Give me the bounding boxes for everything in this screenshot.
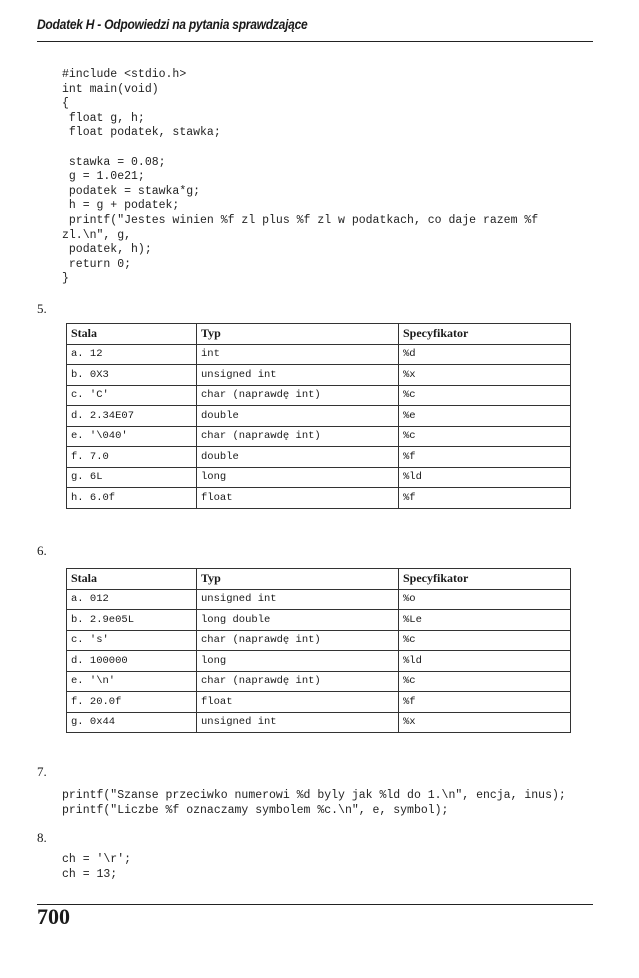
- cell-constant: f. 7.0: [67, 447, 197, 468]
- table-row: [67, 712, 571, 733]
- table-row: [67, 651, 571, 672]
- code-block-question-7: printf("Szanse przeciwko numerowi %d byly jak %ld do 1.\n", encja, inus); printf("Liczbe %f oznaczamy symbolem %c.\n", e, symbol);: [62, 789, 566, 817]
- cell-specifier: %c: [399, 630, 571, 651]
- table-row: [67, 589, 571, 610]
- cell-specifier: %x: [399, 365, 571, 386]
- question-number-6: 6.: [37, 543, 47, 558]
- cell-specifier: %c: [399, 426, 571, 447]
- cell-type: int: [197, 344, 399, 365]
- cell-type: char (naprawdę int): [197, 385, 399, 406]
- table-row: [67, 344, 571, 365]
- code-block-question-8: ch = '\r'; ch = 13;: [62, 853, 132, 881]
- column-header-stala: Stala: [67, 324, 197, 345]
- cell-constant: c. 'C': [67, 385, 197, 406]
- cell-specifier: %f: [399, 488, 571, 509]
- cell-constant: d. 2.34E07: [67, 406, 197, 427]
- cell-type: unsigned int: [197, 589, 399, 610]
- cell-type: long: [197, 651, 399, 672]
- cell-type: double: [197, 447, 399, 468]
- cell-type: char (naprawdę int): [197, 630, 399, 651]
- cell-constant: g. 6L: [67, 467, 197, 488]
- cell-specifier: %d: [399, 344, 571, 365]
- cell-type: char (naprawdę int): [197, 426, 399, 447]
- table-row: [67, 385, 571, 406]
- table-question-6: [66, 568, 571, 733]
- cell-specifier: %x: [399, 712, 571, 733]
- code-block-program: #include <stdio.h> int main(void) { float g, h; float podatek, stawka; stawka = 0.08; g = 1.0e21; podatek = stawka*g; h = g + podatek; printf("Jestes winien %f zl plus %f zl w podatkach, co daje razem %f zl.\n", g, podatek, h); return 0; }: [62, 68, 539, 286]
- cell-type: long: [197, 467, 399, 488]
- cell-type: float: [197, 692, 399, 713]
- column-header-specyfikator: Specyfikator: [399, 324, 571, 345]
- cell-constant: a. 012: [67, 589, 197, 610]
- cell-constant: h. 6.0f: [67, 488, 197, 509]
- question-number-8: 8.: [37, 830, 47, 845]
- footer-rule: [37, 904, 593, 905]
- cell-type: long double: [197, 610, 399, 631]
- cell-specifier: %Le: [399, 610, 571, 631]
- cell-specifier: %f: [399, 447, 571, 468]
- cell-constant: a. 12: [67, 344, 197, 365]
- column-header-stala: Stala: [67, 569, 197, 590]
- question-number-7: 7.: [37, 764, 47, 779]
- table-row: [67, 630, 571, 651]
- cell-constant: e. '\n': [67, 671, 197, 692]
- cell-specifier: %c: [399, 671, 571, 692]
- table-row: [67, 488, 571, 509]
- column-header-typ: Typ: [197, 569, 399, 590]
- table-row: [67, 610, 571, 631]
- table-row: [67, 447, 571, 468]
- table-row: [67, 365, 571, 386]
- table-row: [67, 406, 571, 427]
- cell-specifier: %c: [399, 385, 571, 406]
- table-row: [67, 692, 571, 713]
- column-header-specyfikator: Specyfikator: [399, 569, 571, 590]
- running-header: Dodatek H - Odpowiedzi na pytania sprawdzające: [37, 16, 308, 32]
- cell-specifier: %ld: [399, 467, 571, 488]
- page-number: 700: [37, 904, 70, 929]
- cell-specifier: %f: [399, 692, 571, 713]
- column-header-typ: Typ: [197, 324, 399, 345]
- table-header-row: [67, 324, 571, 345]
- table-row: [67, 467, 571, 488]
- cell-constant: b. 0X3: [67, 365, 197, 386]
- table-row: [67, 426, 571, 447]
- cell-constant: d. 100000: [67, 651, 197, 672]
- cell-constant: g. 0x44: [67, 712, 197, 733]
- cell-type: char (naprawdę int): [197, 671, 399, 692]
- cell-constant: f. 20.0f: [67, 692, 197, 713]
- table-header-row: [67, 569, 571, 590]
- cell-type: double: [197, 406, 399, 427]
- cell-type: unsigned int: [197, 365, 399, 386]
- cell-constant: e. '\040': [67, 426, 197, 447]
- table-question-5: [66, 323, 571, 509]
- cell-type: unsigned int: [197, 712, 399, 733]
- table-row: [67, 671, 571, 692]
- header-rule: [37, 41, 593, 42]
- cell-constant: b. 2.9e05L: [67, 610, 197, 631]
- cell-specifier: %o: [399, 589, 571, 610]
- cell-specifier: %e: [399, 406, 571, 427]
- cell-specifier: %ld: [399, 651, 571, 672]
- cell-type: float: [197, 488, 399, 509]
- question-number-5: 5.: [37, 301, 47, 316]
- cell-constant: c. 's': [67, 630, 197, 651]
